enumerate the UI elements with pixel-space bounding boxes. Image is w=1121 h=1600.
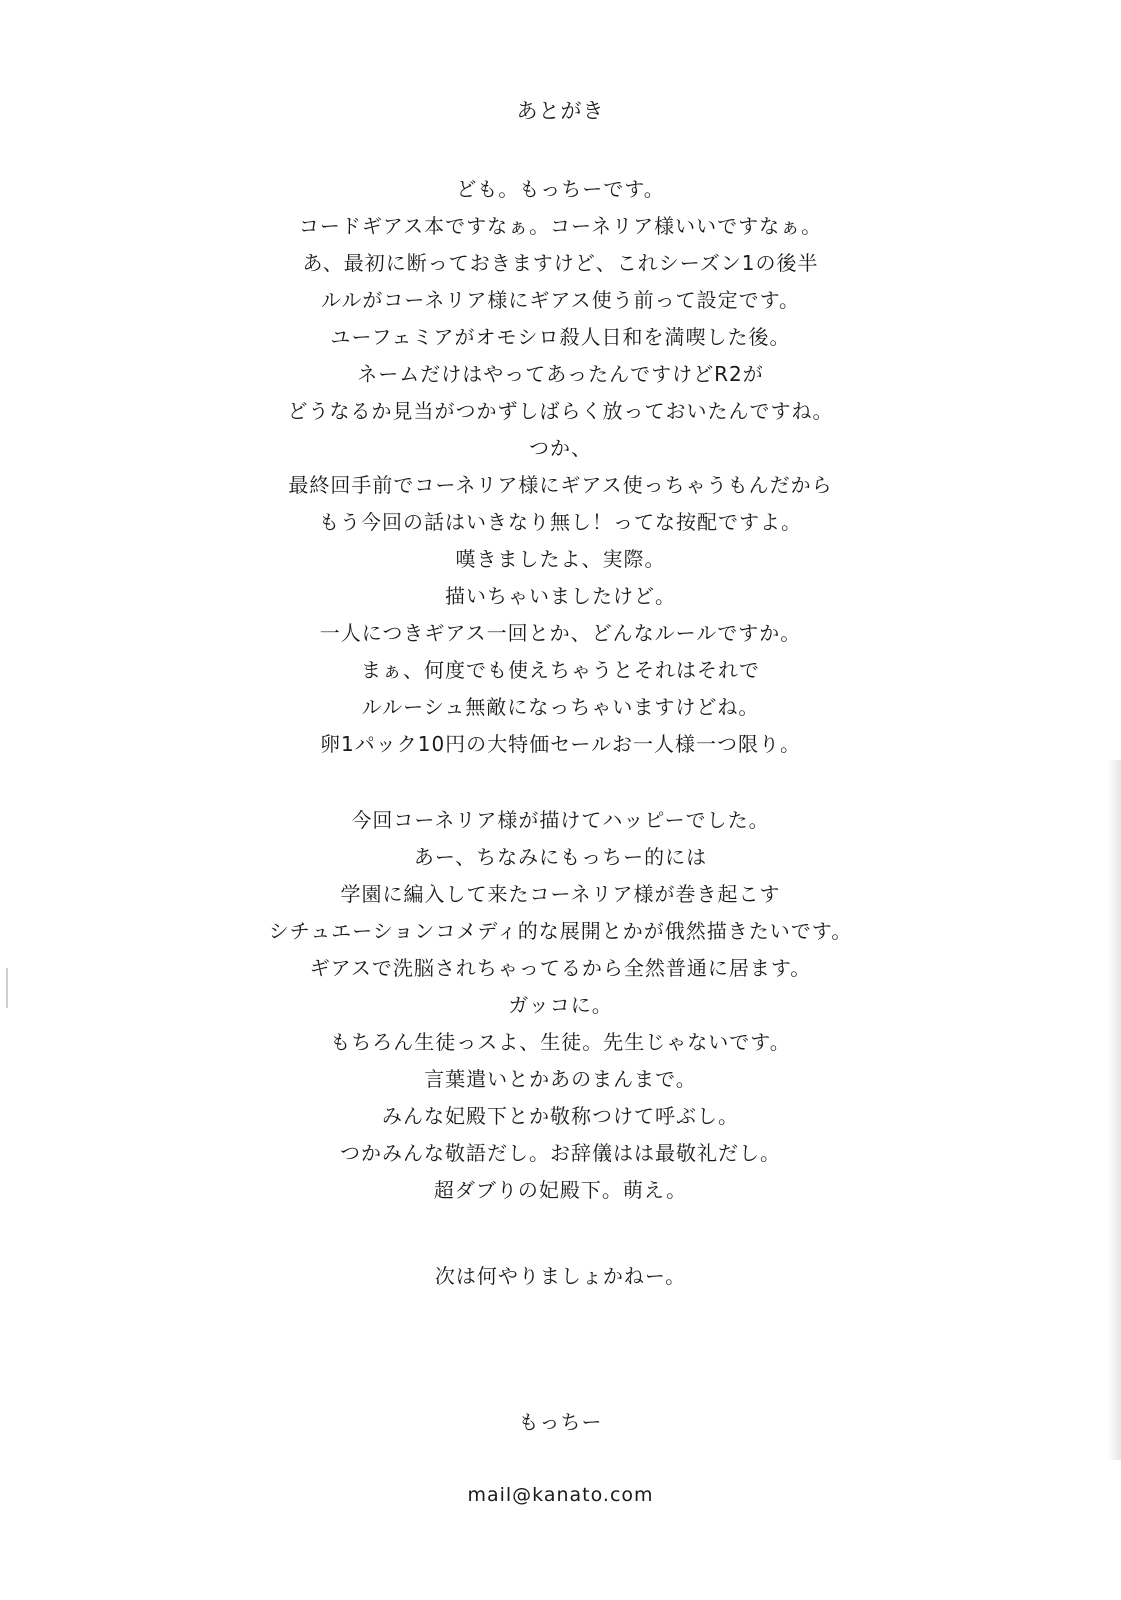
paragraph-3 [0, 1258, 1121, 1295]
text-line: みんな妃殿下とか敬称つけて呼ぶし。 [382, 1104, 739, 1128]
author-email: mail@kanato.com [467, 1484, 654, 1506]
text-line: 最終回手前でコーネリア様にギアス使っちゃうもんだから [288, 473, 833, 497]
text-line: 言葉遣いとかあのまんまで。 [424, 1067, 697, 1091]
text-line: 描いちゃいましたけど。 [445, 584, 676, 608]
text-line: シチュエーションコメディ的な展開とかが俄然描きたいです。 [268, 919, 853, 943]
text-line: あー、ちなみにもっちー的には [413, 845, 708, 869]
text-line: 超ダブりの妃殿下。萌え。 [433, 1178, 688, 1202]
text-line: つかみんな敬語だし。お辞儀はは最敬礼だし。 [340, 1141, 781, 1165]
text-line: どうなるか見当がつかずしばらく放っておいたんですね。 [287, 399, 834, 423]
paragraph-2 [0, 802, 1121, 1209]
scan-edge-mark [6, 968, 8, 1008]
text-line: まぁ、何度でも使えちゃうとそれはそれで [361, 658, 760, 682]
text-line: ルルがコーネリア様にギアス使う前って設定です。 [320, 288, 801, 312]
text-line: 嘆きましたよ、実際。 [455, 547, 666, 571]
text-line: ども。もっちーです。 [456, 177, 665, 201]
text-line: 今回コーネリア様が描けてハッピーでした。 [351, 808, 770, 832]
scan-edge-shadow [1107, 760, 1121, 1460]
text-line: ユーフェミアがオモシロ殺人日和を満喫した後。 [330, 325, 791, 349]
text-line: ルルーシュ無敵になっちゃいますけどね。 [361, 695, 760, 719]
paragraph-1 [0, 171, 1121, 763]
text-line: 学園に編入して来たコーネリア様が巻き起こす [340, 882, 781, 906]
text-line: 次は何やりましょかねー。 [434, 1264, 687, 1288]
text-line: ネームだけはやってあったんですけどR2が [357, 362, 764, 386]
author-signature: もっちー [518, 1410, 603, 1434]
text-line: つか、 [529, 436, 592, 460]
text-line: もちろん生徒っスよ、生徒。先生じゃないです。 [330, 1030, 791, 1054]
page-title: あとがき [516, 99, 605, 123]
text-line: ガッコに。 [508, 993, 613, 1017]
text-line: コードギアス本ですなぁ。コーネリア様いいですなぁ。 [298, 214, 823, 238]
text-line: ギアスで洗脳されちゃってるから全然普通に居ます。 [309, 956, 812, 980]
text-line: もう今回の話はいきなり無し！ってな按配ですよ。 [319, 510, 802, 534]
text-line: あ、最初に断っておきますけど、これシーズン1の後半 [302, 251, 819, 275]
text-line: 卵1パック10円の大特価セールお一人様一つ限り。 [320, 732, 801, 756]
text-line: 一人につきギアス一回とか、どんなルールですか。 [319, 621, 802, 645]
